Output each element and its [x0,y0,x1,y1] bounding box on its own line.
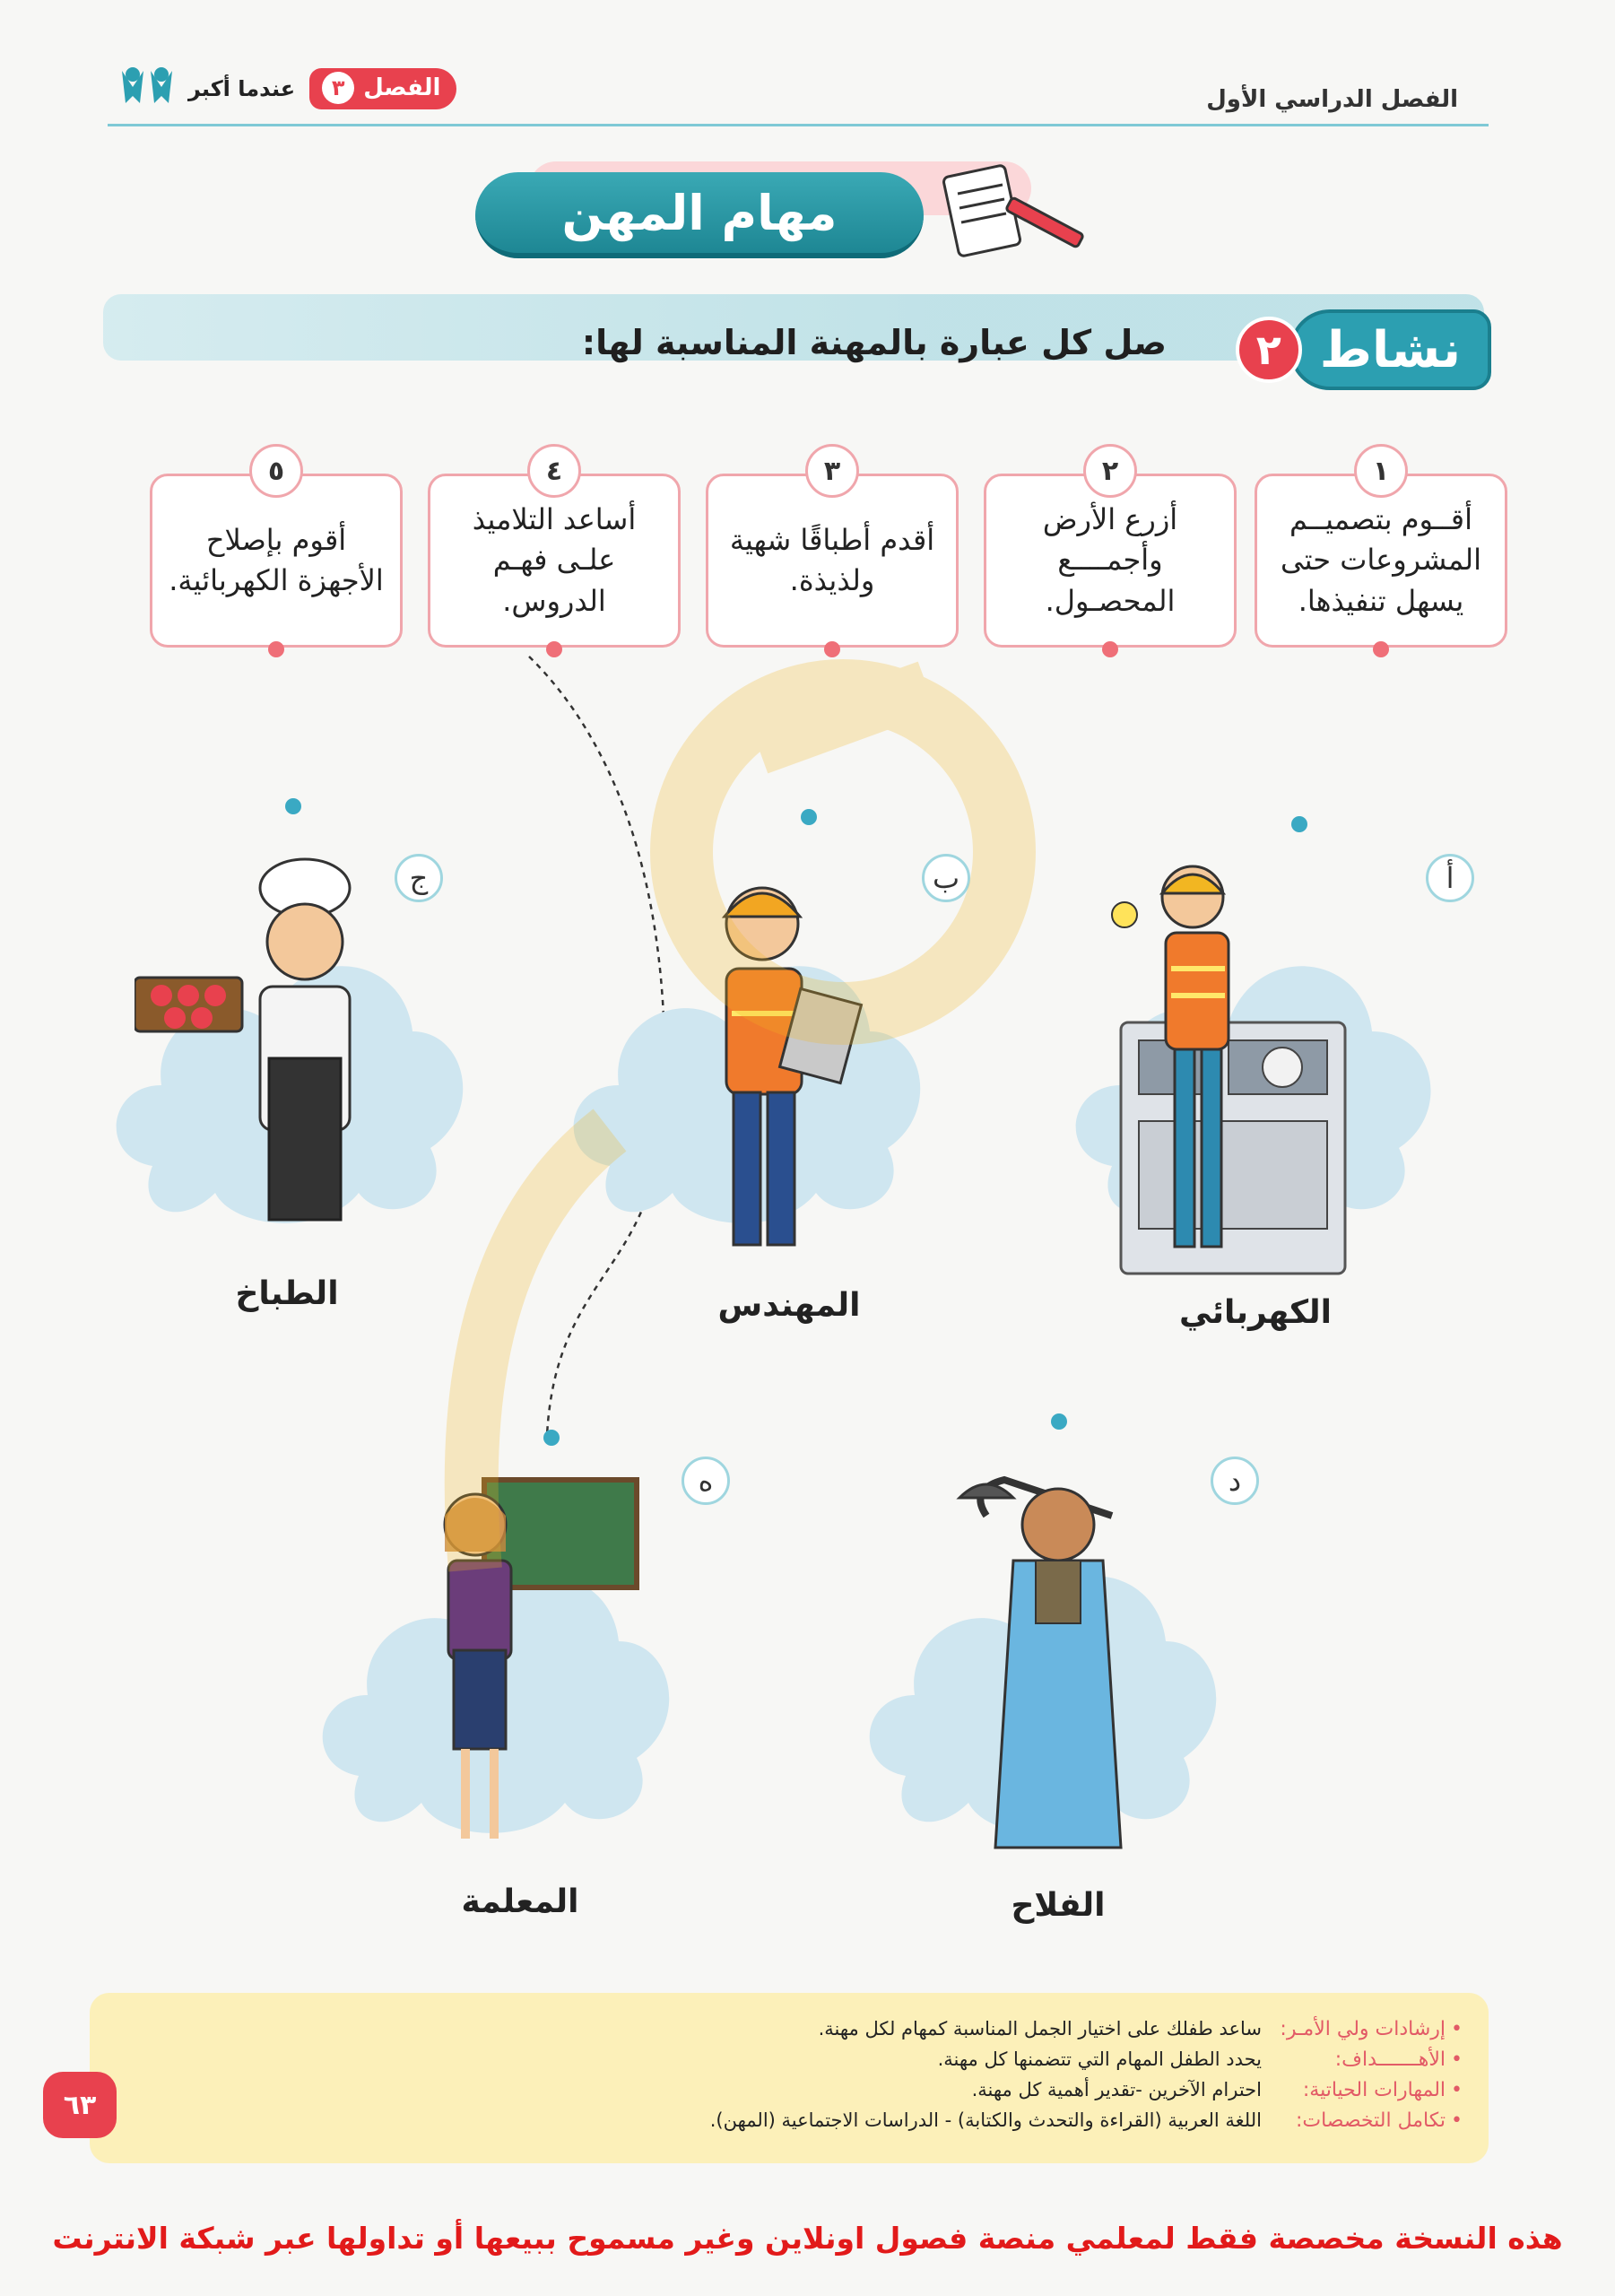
profession-name: الطباخ [235,1275,339,1312]
statement-number: ٤ [527,444,581,498]
page-title: مهام المهن [561,184,838,241]
profession-letter: أ [1426,854,1474,902]
profession-electrician[interactable] [1058,807,1471,1363]
farmer-figure [951,1462,1184,1874]
connect-dot[interactable] [824,641,840,657]
page-number-badge [43,2072,117,2138]
profession-chef[interactable] [99,807,511,1345]
profession-name: الفلاح [1011,1887,1106,1924]
guidance-row [431,2048,1463,2079]
guidance-value: احترام الآخرين -تقدير أهمية كل مهنة. [971,2079,1262,2100]
guidance-row [431,2109,1463,2140]
chapter-title: عندما أكبر [188,76,296,101]
connect-dot[interactable] [285,798,301,814]
parents-guidance [431,2018,1463,2140]
title-pill [475,172,924,258]
guidance-row [431,2079,1463,2109]
header-divider [108,124,1489,126]
activity-instruction: صل كل عبارة بالمهنة المناسبة لها: [581,323,1167,362]
profession-farmer[interactable] [852,1435,1264,1946]
statement-text: أقوم بإصلاح الأجهزة الكهربائية. [169,522,384,597]
guidance-label: • تكامل التخصصات: [1274,2109,1463,2132]
statement-number: ٥ [249,444,303,498]
profession-letter: ب [922,854,970,902]
chef-figure [135,852,457,1265]
profession-letter: ج [395,854,443,902]
profession-letter: ه [682,1457,730,1505]
connect-dot[interactable] [268,641,284,657]
activity-badge [1222,309,1491,390]
engineer-figure [690,861,870,1274]
statement-text: أساعد التلاميذ علـى فهـم الدروس. [472,501,637,618]
guidance-value: اللغة العربية (القراءة والتحدث والكتابة) - الدراسات الاجتماعية (المهن). [709,2109,1262,2131]
title-banner [475,161,1094,269]
statement-text: أقدم أطباقًا شهية ولذيذة. [729,522,935,597]
page-number: ٦٣ [43,2072,117,2138]
statement-number: ٣ [805,444,859,498]
connect-dot[interactable] [1051,1413,1067,1430]
chapter-pill [309,68,456,109]
profession-name: المهندس [717,1287,861,1324]
connect-dot[interactable] [801,809,817,825]
connect-dot[interactable] [1102,641,1118,657]
footer-notice: هذه النسخة مخصصة فقط لمعلمي منصة فصول اونلاين وغير مسموح ببيعها أو تداولها عبر شبكة الانترنت [52,2221,1563,2256]
statement-card-1[interactable] [1255,455,1507,648]
kids-icon [117,64,179,114]
profession-name: الكهربائي [1179,1294,1332,1331]
activity-number: ٢ [1236,317,1302,383]
profession-teacher[interactable] [305,1435,717,1946]
statement-card-4[interactable] [428,455,681,648]
statement-number: ٢ [1083,444,1137,498]
electrician-figure [1094,861,1453,1283]
profession-engineer[interactable] [556,807,968,1345]
statement-card-5[interactable] [150,455,403,648]
guidance-value: ساعد طفلك على اختيار الجمل المناسبة كمهام لكل مهنة. [818,2018,1262,2039]
profession-letter: د [1211,1457,1259,1505]
guidance-row [431,2018,1463,2048]
notepad-pencil-icon [924,161,1094,273]
chapter-header [117,68,456,109]
guidance-label: • إرشادات ولي الأمـر: [1274,2018,1463,2040]
statement-text: أقــوم بتصميــم المشروعات حتى يسهل تنفيذها. [1280,501,1482,618]
teacher-figure [421,1462,655,1874]
statement-card-2[interactable] [984,455,1237,648]
chapter-label: الفصل [363,74,441,101]
guidance-label: • الأهـــــــداف: [1274,2048,1463,2071]
connect-dot[interactable] [1373,641,1389,657]
activity-label: نشاط [1289,309,1491,390]
statement-card-3[interactable] [706,455,959,648]
connect-dot[interactable] [543,1430,560,1446]
profession-name: المعلمة [461,1883,579,1920]
semester-label: الفصل الدراسي الأول [1206,86,1458,113]
guidance-label: • المهارات الحياتية: [1274,2079,1463,2101]
statement-text: أزرع الأرض وأجمــــع المحصـول. [1042,501,1178,618]
guidance-value: يحدد الطفل المهام التي تتضمنها كل مهنة. [937,2048,1262,2070]
connect-dot[interactable] [1291,816,1307,832]
statement-number: ١ [1354,444,1408,498]
chapter-number: ٣ [322,72,354,104]
